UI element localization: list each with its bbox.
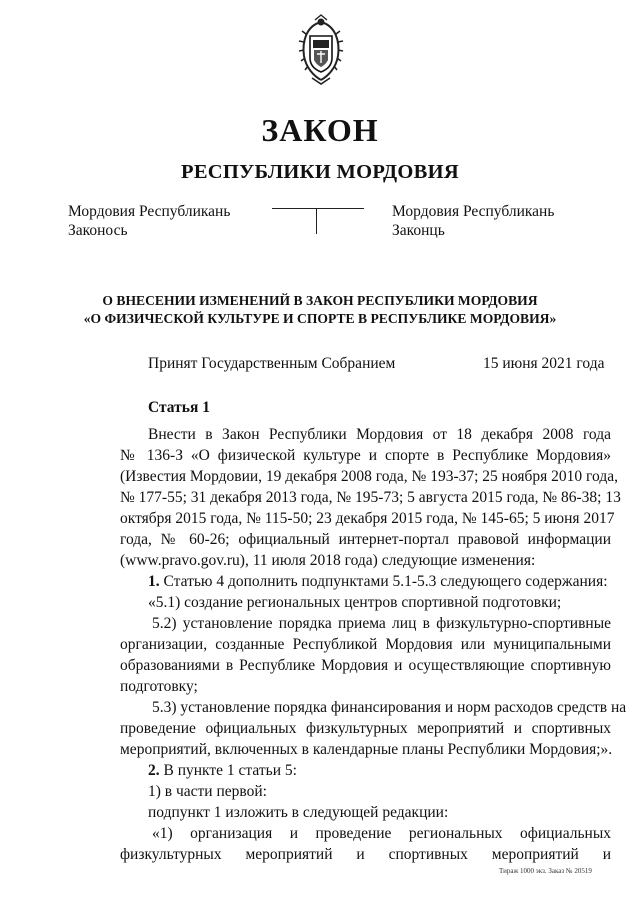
body-line: октября 2015 года, № 115-50; 23 декабря 2015 года, № 145-65; 5 июня 2017 xyxy=(120,510,615,527)
header-left-line: Законось xyxy=(68,222,128,239)
header-right-block xyxy=(392,202,554,240)
body-line: организации, созданные Республикой Мордовия или муниципальными xyxy=(120,636,611,653)
body-line: образованиями в Республике Мордовия и осуществляющие спортивную xyxy=(120,657,611,674)
body-line xyxy=(148,572,611,591)
body-line: Внести в Закон Республики Мордовия от 18 декабря 2008 года xyxy=(148,426,611,443)
page-title: ЗАКОН xyxy=(261,112,379,148)
adoption-date: 15 июня 2021 года xyxy=(483,355,605,372)
body-line xyxy=(148,761,611,780)
header-right-line: Законць xyxy=(392,222,445,239)
body-line: подпункт 1 изложить в следующей редакции: xyxy=(148,804,449,821)
print-run-note: Тираж 1000 экз. Заказ № 20519 xyxy=(499,867,592,875)
divider xyxy=(272,208,364,209)
law-title-line: О ВНЕСЕНИИ ИЗМЕНЕНИЙ В ЗАКОН РЕСПУБЛИКИ МОРДОВИЯ xyxy=(102,293,538,308)
body-line: «5.1) создание региональных центров спортивной подготовки; xyxy=(148,594,562,611)
body-line: подготовку; xyxy=(120,678,198,695)
header-left-line: Мордовия Республикань xyxy=(68,203,231,220)
item-text: В пункте 1 статьи 5: xyxy=(159,762,297,779)
item-text: Статью 4 дополнить подпунктами 5.1-5.3 следующего содержания: xyxy=(159,573,608,590)
law-title-line: «О ФИЗИЧЕСКОЙ КУЛЬТУРЕ И СПОРТЕ В РЕСПУБЛИКЕ МОРДОВИЯ» xyxy=(83,311,557,326)
body-line: (Известия Мордовии, 19 декабря 2008 года, № 193-37; 25 ноября 2010 года, xyxy=(120,468,618,485)
header-right-line: Мордовия Республикань xyxy=(392,203,555,220)
body-line: проведение официальных физкультурных мероприятий и спортивных xyxy=(120,720,611,737)
body-line: 5.2) установление порядка приема лиц в физкультурно-спортивные xyxy=(152,615,611,632)
item-number: 2. xyxy=(148,762,160,779)
body-line: мероприятий, включенных в календарные планы Республики Мордовия;». xyxy=(120,741,613,758)
page-subtitle: РЕСПУБЛИКИ МОРДОВИЯ xyxy=(181,161,459,183)
adoption-label: Принят Государственным Собранием xyxy=(148,355,396,372)
item-number: 1. xyxy=(148,573,160,590)
body-line: № 136-З «О физической культуре и спорте в Республике Мордовия» xyxy=(120,447,611,464)
coat-of-arms-icon xyxy=(296,14,346,86)
body-line: № 177-55; 31 декабря 2013 года, № 195-73; 5 августа 2015 года, № 86-38; 13 xyxy=(120,489,621,506)
divider xyxy=(316,208,317,234)
body-line: «1) организация и проведение региональных официальных xyxy=(152,825,611,842)
body-line: 5.3) установление порядка финансирования и норм расходов средств на xyxy=(152,699,627,716)
body-line: (www.pravo.gov.ru), 11 июля 2018 года) следующие изменения: xyxy=(120,552,536,569)
body-line: физкультурных мероприятий и спортивных мероприятий и xyxy=(120,846,611,863)
body-line: 1) в части первой: xyxy=(148,783,267,800)
article-heading: Статья 1 xyxy=(148,399,210,416)
header-left-block xyxy=(68,202,230,240)
body-line: года, № 60-26; официальный интернет-портал правовой информации xyxy=(120,531,611,548)
